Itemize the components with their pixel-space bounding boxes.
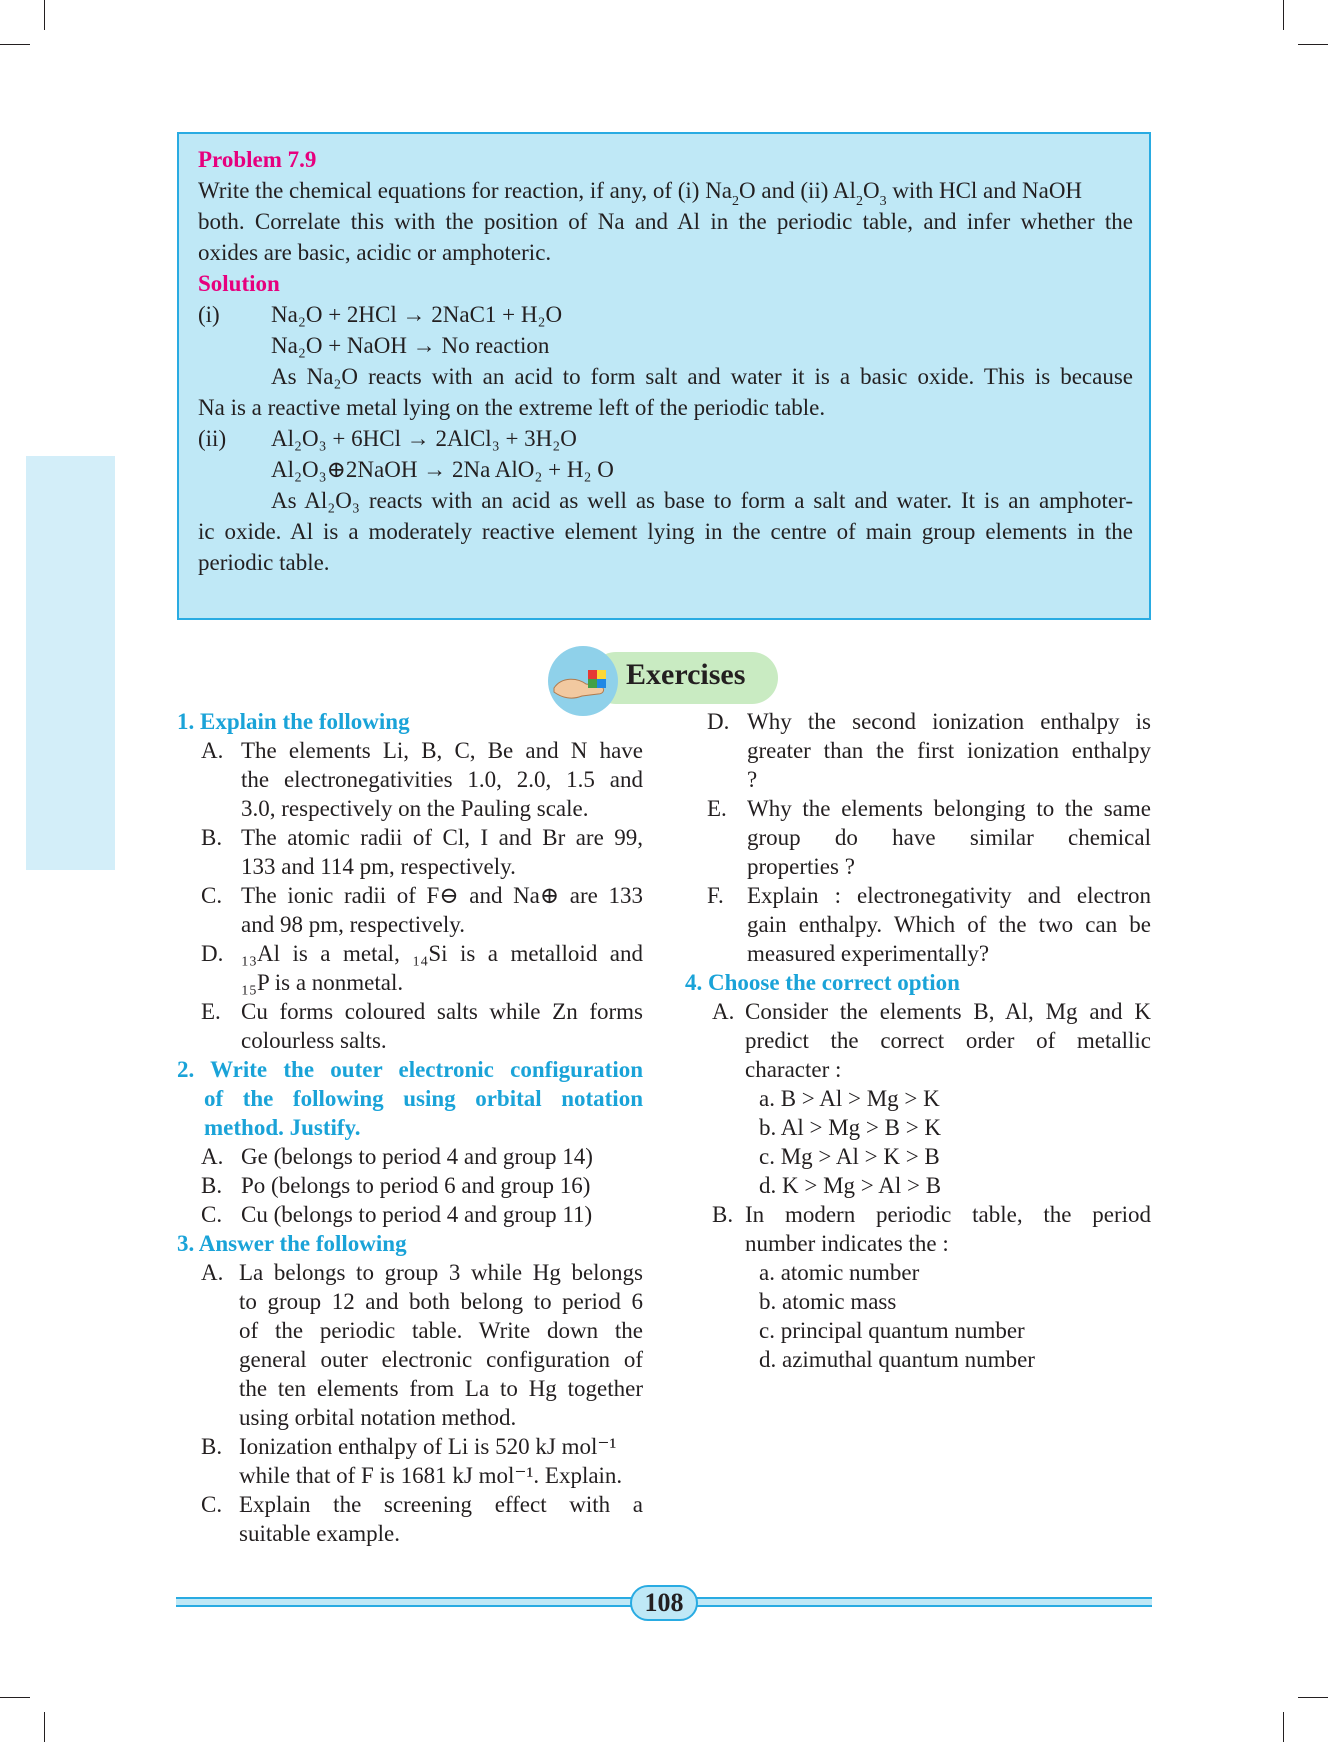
q4-heading: 4. Choose the correct option [685,970,960,995]
solution-label: Solution [198,271,280,296]
side-tab [26,456,115,870]
equation-3: Al₂O₃ + 6HCl → 2AlCl₃ + 3H₂O [271,426,577,451]
q1f-line1: Explain : electronegativity and electron [747,883,1151,908]
q2c-text: Cu (belongs to period 4 and group 11) [241,1202,593,1227]
q4b-option-a: a. atomic number [759,1260,920,1285]
q4b-line2: number indicates the : [745,1231,949,1256]
part-i-label: (i) [198,302,220,327]
exercises-heading [548,646,780,708]
crop-mark [44,0,45,30]
q1e2-letter: E. [707,796,727,821]
q3c-line2: suitable example. [239,1521,400,1546]
explanation-ii-line2: ic oxide. Al is a moderately reactive element lying in the centre of main group elements in the [198,519,1133,544]
q1e2-line1: Why the elements belonging to the same [747,796,1151,821]
explanation-i-line2: Na is a reactive metal lying on the extreme left of the periodic table. [198,395,826,420]
exercises-icon [548,646,618,716]
crop-mark [1283,1712,1284,1742]
q1f-line2: gain enthalpy. Which of the two can be [747,912,1151,937]
q4b-line1: In modern periodic table, the period [745,1202,1151,1227]
crop-mark [0,44,30,45]
page-number: 108 [630,1585,698,1621]
explanation-i-line1: As Na₂O reacts with an acid to form salt and water it is a basic oxide. This is because [271,364,1133,389]
q1b-line2: 133 and 114 pm, respectively. [241,854,516,879]
q1e-line1: Cu forms coloured salts while Zn forms [241,999,643,1024]
q4a-line2: predict the correct order of metallic [745,1028,1151,1053]
equation-2: Na₂O + NaOH → No reaction [271,333,550,358]
problem-box [177,132,1151,620]
q1c-letter: C. [201,883,223,908]
q2a-letter: A. [201,1144,224,1169]
q4a-option-b: b. Al > Mg > B > K [759,1115,942,1140]
q3a-line4: general outer electronic configuration of [239,1347,643,1372]
q3-heading: 3. Answer the following [177,1231,407,1256]
q1f-line3: measured experimentally? [747,941,990,966]
crop-mark [44,1712,45,1742]
explanation-ii-line1: As Al₂O₃ reacts with an acid as well as base to form a salt and water. It is an amphoter- [271,488,1133,513]
q4b-option-d: d. azimuthal quantum number [759,1347,1035,1372]
q2-heading-line3: method. Justify. [204,1115,361,1140]
q1d-letter: D. [201,941,224,966]
q1e-line2: colourless salts. [241,1028,387,1053]
q1a-line2: the electronegativities 1.0, 2.0, 1.5 and [241,767,643,792]
q1a-letter: A. [201,738,224,763]
exercises-title: Exercises [626,658,746,691]
q3c-line1: Explain the screening effect with a [239,1492,643,1517]
q4a-line1: Consider the elements B, Al, Mg and K [745,999,1151,1024]
q4a-option-a: a. B > Al > Mg > K [759,1086,940,1111]
q1a-line3: 3.0, respectively on the Pauling scale. [241,796,589,821]
q2-heading-line1: 2. Write the outer electronic configuration [177,1057,643,1082]
q4a-option-c: c. Mg > Al > K > B [759,1144,940,1169]
q1e2-line3: properties ? [747,854,855,879]
q3a-letter: A. [201,1260,224,1285]
q4a-letter: A. [712,999,735,1024]
q1e-letter: E. [201,999,221,1024]
q1a-line1: The elements Li, B, C, Be and N have [241,738,643,763]
q2-heading-line2: of the following using orbital notation [204,1086,643,1111]
q1d2-letter: D. [707,709,730,734]
q3a-line1: La belongs to group 3 while Hg belongs [239,1260,643,1285]
q4b-option-c: c. principal quantum number [759,1318,1025,1343]
crop-mark [1298,1697,1328,1698]
q4b-letter: B. [712,1202,734,1227]
q1e2-line2: group do have similar chemical [747,825,1151,850]
q3a-line2: to group 12 and both belong to period 6 [239,1289,643,1314]
q4a-line3: character : [745,1057,842,1082]
q1c-line2: and 98 pm, respectively. [241,912,465,937]
q2c-letter: C. [201,1202,223,1227]
crop-mark [1298,44,1328,45]
part-ii-label: (ii) [198,426,227,451]
problem-title: Problem 7.9 [198,147,317,172]
q4b-option-b: b. atomic mass [759,1289,897,1314]
q3a-line6: using orbital notation method. [239,1405,517,1430]
equation-4: Al₂O₃⊕2NaOH → 2Na AlO₂ + H₂ O [271,457,614,482]
q1d2-line1: Why the second ionization enthalpy is [747,709,1151,734]
q1b-letter: B. [201,825,223,850]
q1b-line1: The atomic radii of Cl, I and Br are 99, [241,825,643,850]
explanation-ii-line3: periodic table. [198,550,330,575]
q2a-text: Ge (belongs to period 4 and group 14) [241,1144,593,1169]
q2b-text: Po (belongs to period 6 and group 16) [241,1173,591,1198]
q3c-letter: C. [201,1492,223,1517]
q3a-line3: of the periodic table. Write down the [239,1318,643,1343]
problem-question-line1: Write the chemical equations for reaction, if any, of (i) $Na_2O$ and (ii) $Al_2O_3$ with HCl and NaOH [198,178,1083,209]
crop-mark [1283,0,1284,30]
q3b-letter: B. [201,1434,223,1459]
q1d2-line2: greater than the first ionization enthalpy [747,738,1151,763]
q3a-line5: the ten elements from La to Hg together [239,1376,643,1401]
q1-heading: 1. Explain the following [177,709,410,734]
q1f-letter: F. [707,883,724,908]
q1d2-line3: ? [747,767,758,792]
q3b-line2: while that of F is 1681 kJ mol⁻¹. Explain. [239,1463,623,1488]
equation-1: Na₂O + 2HCl → 2NaC1 + H₂O [271,302,563,327]
q3b-line1: Ionization enthalpy of Li is 520 kJ mol⁻¹ [239,1434,617,1459]
crop-mark [0,1697,30,1698]
problem-question-line3: oxides are basic, acidic or amphoteric. [198,240,552,265]
q2b-letter: B. [201,1173,223,1198]
q1d-line1: ₁₃Al is a metal, ₁₄Si is a metalloid and [241,941,643,966]
q1d-line2: ₁₅P is a nonmetal. [241,970,404,995]
problem-question-line2: both. Correlate this with the position of Na and Al in the periodic table, and infer whether the [198,209,1133,234]
q4a-option-d: d. K > Mg > Al > B [759,1173,942,1198]
q1c-line1: The ionic radii of F⊖ and Na⊕ are 133 [241,883,643,908]
